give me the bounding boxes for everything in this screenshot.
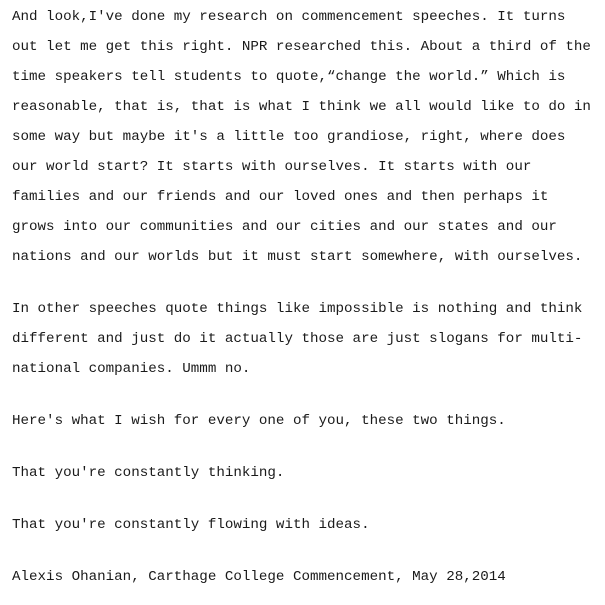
paragraph-slogans xyxy=(12,294,602,384)
text-line: And look,I've done my research on commencement speeches. It turns xyxy=(12,9,566,25)
text-line: reasonable, that is, that is what I think we all would like to do in xyxy=(12,99,591,115)
paragraph-thinking xyxy=(12,458,602,488)
text-line: national companies. Ummm no. xyxy=(12,361,251,377)
text-line: That you're constantly thinking. xyxy=(12,465,285,481)
paragraph-spacer xyxy=(12,436,602,458)
paragraph-spacer xyxy=(12,488,602,510)
paragraph-wish xyxy=(12,406,602,436)
paragraph-ideas xyxy=(12,510,602,540)
text-line: Here's what I wish for every one of you, these two things. xyxy=(12,413,506,429)
text-line: Alexis Ohanian, Carthage College Commencement, May 28,2014 xyxy=(12,569,506,585)
text-line: In other speeches quote things like impossible is nothing and think xyxy=(12,301,583,317)
text-line: some way but maybe it's a little too grandiose, right, where does xyxy=(12,129,566,145)
text-line: grows into our communities and our cities and our states and our xyxy=(12,219,557,235)
text-line: our world start? It starts with ourselves. It starts with our xyxy=(12,159,532,175)
quote-document xyxy=(12,2,602,592)
text-line: time speakers tell students to quote,“change the world.” Which is xyxy=(12,69,566,85)
attribution xyxy=(12,562,602,592)
paragraph-research xyxy=(12,2,602,272)
paragraph-spacer xyxy=(12,272,602,294)
text-line: families and our friends and our loved ones and then perhaps it xyxy=(12,189,549,205)
text-line: nations and our worlds but it must start somewhere, with ourselves. xyxy=(12,249,583,265)
text-line: That you're constantly flowing with ideas. xyxy=(12,517,370,533)
text-line: out let me get this right. NPR researched this. About a third of the xyxy=(12,39,591,55)
paragraph-spacer xyxy=(12,540,602,562)
text-line: different and just do it actually those are just slogans for multi- xyxy=(12,331,583,347)
paragraph-spacer xyxy=(12,384,602,406)
